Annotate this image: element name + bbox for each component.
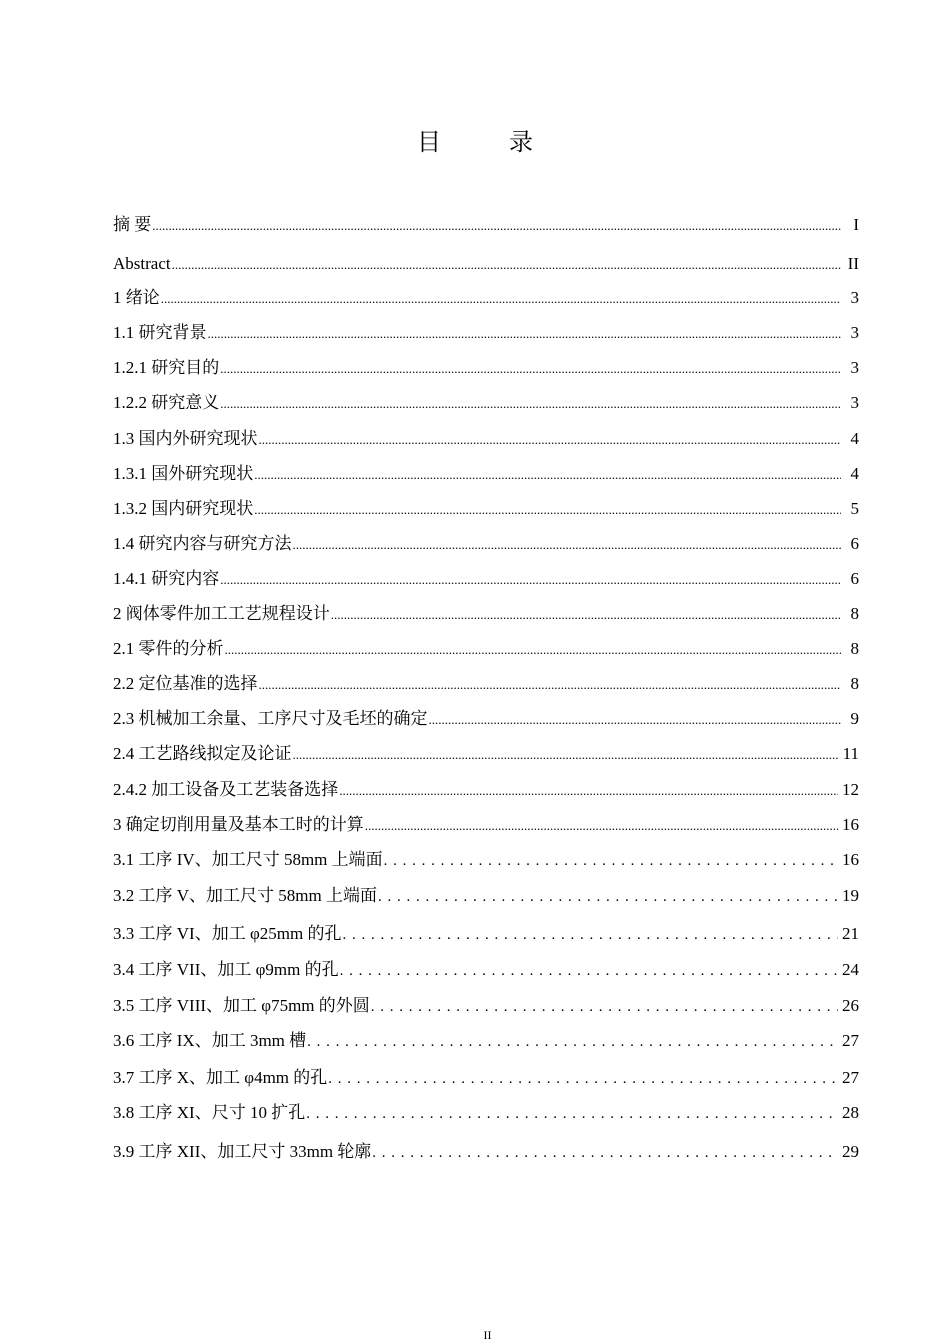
toc-dot-leader	[293, 532, 842, 557]
toc-dot-leader	[259, 427, 842, 452]
toc-entry-label: 2.4.2 加工设备及工艺装备选择	[113, 780, 339, 799]
toc-entry-page: 3	[850, 288, 859, 307]
toc-dot-leader	[342, 922, 838, 947]
toc-entry-page: 3	[850, 393, 859, 412]
toc-entry-page: 27	[842, 1031, 859, 1050]
toc-entry-label: 3.3 工序 VI、加工 φ25mm 的孔	[113, 924, 342, 943]
toc-entry-label: 1.3 国内外研究现状	[113, 429, 258, 448]
toc-entry-1-4-1[interactable]	[113, 567, 859, 591]
toc-entry-label: 3.4 工序 VII、加工 φ9mm 的孔	[113, 960, 339, 979]
toc-entry-label: 1.2.2 研究意义	[113, 393, 220, 412]
toc-entry-2-3[interactable]	[113, 707, 859, 731]
toc-dot-leader	[429, 707, 842, 732]
toc-dot-leader	[365, 813, 838, 838]
toc-entry-3-7[interactable]	[113, 1066, 859, 1090]
toc-entry-label: 2 阀体零件加工工艺规程设计	[113, 604, 330, 623]
toc-entry-page: 8	[850, 639, 859, 658]
toc-dot-leader	[340, 958, 838, 983]
toc-dot-leader	[328, 1066, 838, 1091]
toc-entry-label: 摘 要	[113, 215, 152, 234]
toc-entry-page: 27	[842, 1068, 859, 1087]
toc-entry-page: 3	[850, 358, 859, 377]
toc-dot-leader	[254, 497, 841, 522]
toc-entry-page: 24	[842, 960, 859, 979]
toc-dot-leader	[378, 884, 838, 909]
toc-entry-label: 3.8 工序 XI、尺寸 10 扩孔	[113, 1103, 306, 1122]
toc-dot-leader	[331, 602, 841, 627]
toc-dot-leader	[254, 462, 841, 487]
toc-entry-1-3-2[interactable]	[113, 497, 859, 521]
toc-entry-1-3[interactable]	[113, 427, 859, 451]
toc-entry-page: 6	[850, 569, 859, 588]
toc-dot-leader	[220, 567, 841, 592]
toc-entry-3-4[interactable]	[113, 958, 859, 982]
page-number-footer: II	[483, 1328, 492, 1342]
toc-entry-page: 16	[842, 815, 859, 834]
toc-entry-3[interactable]	[113, 813, 859, 837]
toc-entry-label: 2.2 定位基准的选择	[113, 674, 258, 693]
toc-entry-2-2[interactable]	[113, 672, 859, 696]
toc-entry-label: 2.1 零件的分析	[113, 639, 224, 658]
toc-dot-leader	[172, 252, 841, 277]
toc-dot-leader	[339, 778, 838, 803]
toc-entry-page: 12	[842, 780, 859, 799]
toc-entry-label: 3.6 工序 IX、加工 3mm 槽	[113, 1031, 307, 1050]
toc-entry-3-9[interactable]	[113, 1140, 859, 1164]
toc-dot-leader	[307, 1029, 838, 1054]
toc-dot-leader	[225, 637, 842, 662]
toc-dot-leader	[259, 672, 842, 697]
toc-entry-page: 4	[850, 464, 859, 483]
toc-entry-page: I	[853, 215, 859, 234]
toc-dot-leader	[384, 848, 838, 873]
toc-entry-3-8[interactable]	[113, 1101, 859, 1125]
toc-entry-page: II	[847, 254, 859, 273]
toc-dot-leader	[372, 1140, 838, 1165]
toc-entry-page: 3	[850, 323, 859, 342]
toc-entry-page: 11	[842, 744, 859, 763]
toc-entry-label: Abstract	[113, 254, 171, 273]
toc-dot-leader	[152, 213, 841, 238]
toc-dot-leader	[293, 742, 839, 767]
toc-entry-label: 1.4.1 研究内容	[113, 569, 220, 588]
toc-entry-1-3-1[interactable]	[113, 462, 859, 486]
toc-entry-label: 3.5 工序 VIII、加工 φ75mm 的外圆	[113, 996, 370, 1015]
toc-entry-3-5[interactable]	[113, 994, 859, 1018]
toc-entry-label: 1.4 研究内容与研究方法	[113, 534, 292, 553]
toc-entry-abstract-cn[interactable]	[113, 213, 859, 237]
toc-entry-1[interactable]	[113, 286, 859, 310]
toc-entry-3-2[interactable]	[113, 884, 859, 908]
toc-entry-page: 16	[842, 850, 859, 869]
toc-entry-label: 2.4 工艺路线拟定及论证	[113, 744, 292, 763]
toc-entry-page: 4	[850, 429, 859, 448]
toc-entry-label: 2.3 机械加工余量、工序尺寸及毛坯的确定	[113, 709, 428, 728]
toc-dot-leader	[208, 321, 842, 346]
toc-entry-label: 1 绪论	[113, 288, 160, 307]
toc-entry-3-1[interactable]	[113, 848, 859, 872]
toc-entry-1-2-1[interactable]	[113, 356, 859, 380]
toc-entry-label: 3.7 工序 X、加工 φ4mm 的孔	[113, 1068, 328, 1087]
toc-entry-page: 5	[850, 499, 859, 518]
toc-entry-page: 29	[842, 1142, 859, 1161]
toc-entry-page: 28	[842, 1103, 859, 1122]
toc-entry-page: 9	[850, 709, 859, 728]
toc-dot-leader	[161, 286, 841, 311]
toc-entry-page: 19	[842, 886, 859, 905]
toc-entry-page: 8	[850, 604, 859, 623]
toc-entry-abstract-en[interactable]	[113, 252, 859, 276]
toc-dot-leader	[220, 391, 841, 416]
toc-entry-1-4[interactable]	[113, 532, 859, 556]
toc-entry-1-1[interactable]	[113, 321, 859, 345]
toc-entry-2-1[interactable]	[113, 637, 859, 661]
toc-dot-leader	[220, 356, 841, 381]
toc-entry-2-4-2[interactable]	[113, 778, 859, 802]
toc-entry-page: 6	[850, 534, 859, 553]
toc-dot-leader	[371, 994, 838, 1019]
toc-entry-label: 1.3.2 国内研究现状	[113, 499, 254, 518]
toc-entry-page: 21	[842, 924, 859, 943]
toc-entry-2-4[interactable]	[113, 742, 859, 766]
toc-entry-page: 26	[842, 996, 859, 1015]
toc-entry-page: 8	[850, 674, 859, 693]
toc-entry-3-6[interactable]	[113, 1029, 859, 1053]
toc-entry-label: 1.2.1 研究目的	[113, 358, 220, 377]
toc-entry-1-2-2[interactable]	[113, 391, 859, 415]
toc-entry-label: 1.3.1 国外研究现状	[113, 464, 254, 483]
toc-entry-label: 3 确定切削用量及基本工时的计算	[113, 815, 364, 834]
toc-entry-label: 1.1 研究背景	[113, 323, 207, 342]
toc-entry-label: 3.9 工序 XII、加工尺寸 33mm 轮廓	[113, 1142, 372, 1161]
page-title: 目 录	[417, 130, 555, 156]
toc-entry-label: 3.1 工序 IV、加工尺寸 58mm 上端面	[113, 850, 383, 869]
toc-entry-label: 3.2 工序 V、加工尺寸 58mm 上端面	[113, 886, 377, 905]
toc-entry-2[interactable]	[113, 602, 859, 626]
toc-entry-3-3[interactable]	[113, 922, 859, 946]
toc-dot-leader	[306, 1101, 838, 1126]
